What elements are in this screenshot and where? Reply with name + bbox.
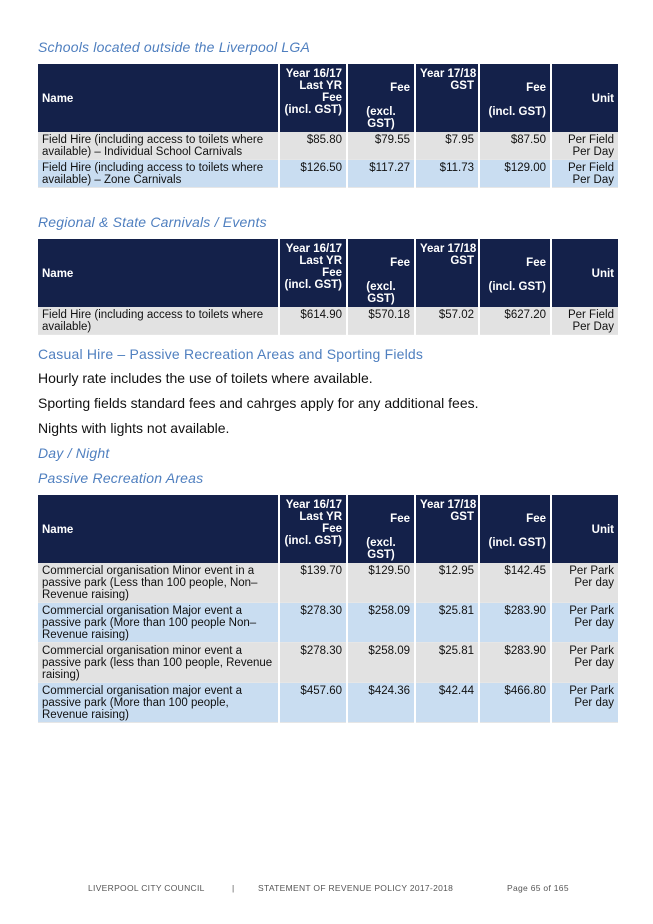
table-passive-container [38, 495, 620, 723]
fee-excl-header-line-2: (excl. [366, 537, 396, 549]
col-header-last-year-fee [280, 64, 346, 132]
footer-doc-title: STATEMENT OF REVENUE POLICY 2017-2018 [258, 883, 454, 893]
table-row [38, 683, 618, 723]
table-row [38, 603, 618, 643]
fee-incl-header-line-2: (incl. GST) [488, 537, 546, 549]
header-row [38, 495, 618, 563]
cell-name: Commercial organisation Major event a passive park (More than 100 people Non–Revenue raising) [38, 603, 278, 643]
cell-fee-excl-gst: $129.50 [348, 563, 414, 603]
last-year-header-line-4: (incl. GST) [284, 279, 342, 291]
table-row [38, 132, 618, 160]
last-year-header-line-2: Last YR [299, 255, 342, 267]
cell-fee-excl-gst: $258.09 [348, 603, 414, 643]
table-body [38, 132, 618, 188]
cell-gst: $25.81 [416, 603, 478, 643]
fee-excl-header-line-1: Fee [390, 257, 410, 269]
paragraph-hourly-rate: Hourly rate includes the use of toilets where available. [38, 370, 373, 386]
cell-fee-excl-gst: $570.18 [348, 307, 414, 335]
section-title-day-night: Day / Night [38, 445, 110, 461]
last-year-header-line-3: Fee [322, 267, 342, 279]
year-current-header: Year 17/18 [420, 499, 477, 511]
gst-header-label: GST [450, 511, 474, 523]
cell-last-year-fee: $278.30 [280, 643, 346, 683]
cell-unit: Per Park Per day [552, 603, 618, 643]
table-row [38, 643, 618, 683]
cell-fee-incl-gst: $627.20 [480, 307, 550, 335]
table-body [38, 307, 618, 335]
col-header-fee-incl-gst [480, 239, 550, 307]
cell-fee-excl-gst: $117.27 [348, 160, 414, 188]
col-header-gst [416, 495, 478, 563]
fee-table-schools [36, 64, 620, 188]
col-header-fee-excl-gst [348, 495, 414, 563]
col-header-unit: Unit [552, 495, 618, 563]
fee-excl-header-line-1: Fee [390, 513, 410, 525]
fee-excl-header-line-2: (excl. [366, 106, 396, 118]
table-header [38, 495, 618, 563]
table-row [38, 563, 618, 603]
col-header-fee-incl-gst [480, 64, 550, 132]
cell-gst: $42.44 [416, 683, 478, 723]
cell-gst: $7.95 [416, 132, 478, 160]
cell-unit: Per Field Per Day [552, 307, 618, 335]
header-spacer [484, 243, 546, 257]
col-header-unit: Unit [552, 64, 618, 132]
cell-fee-incl-gst: $283.90 [480, 603, 550, 643]
last-year-header-line-3: Fee [322, 523, 342, 535]
table-header [38, 239, 618, 307]
header-spacer [484, 499, 546, 513]
fee-incl-header-line-2: (incl. GST) [488, 281, 546, 293]
cell-name: Commercial organisation Minor event in a passive park (Less than 100 people, Non–Revenue raising) [38, 563, 278, 603]
header-spacer [352, 499, 410, 513]
cell-gst: $57.02 [416, 307, 478, 335]
cell-fee-excl-gst: $258.09 [348, 643, 414, 683]
fee-excl-header-line-3: GST) [367, 549, 395, 561]
fee-table-regional [36, 239, 620, 335]
col-header-last-year-fee [280, 239, 346, 307]
cell-gst: $25.81 [416, 643, 478, 683]
cell-fee-excl-gst: $424.36 [348, 683, 414, 723]
col-header-name: Name [38, 239, 278, 307]
col-header-gst [416, 64, 478, 132]
fee-incl-header-line-2: (incl. GST) [488, 106, 546, 118]
year-current-header: Year 17/18 [420, 68, 477, 80]
header-spacer [352, 68, 410, 82]
cell-name: Commercial organisation minor event a passive park (less than 100 people, Revenue raising) [38, 643, 278, 683]
cell-name: Field Hire (including access to toilets where available) – Zone Carnivals [38, 160, 278, 188]
fee-excl-header-line-3: GST) [367, 293, 395, 305]
cell-fee-incl-gst: $142.45 [480, 563, 550, 603]
cell-last-year-fee: $457.60 [280, 683, 346, 723]
footer-org: LIVERPOOL CITY COUNCIL [88, 883, 205, 893]
col-header-last-year-fee [280, 495, 346, 563]
last-year-header-line-4: (incl. GST) [284, 104, 342, 116]
cell-fee-incl-gst: $129.00 [480, 160, 550, 188]
table-regional-container [38, 239, 620, 335]
header-spacer [352, 243, 410, 257]
table-schools-container [38, 64, 620, 188]
fee-incl-header-line-1: Fee [526, 82, 546, 94]
section-title-schools: Schools located outside the Liverpool LGA [38, 39, 311, 55]
footer-page-number: Page 65 of 165 [507, 883, 569, 893]
cell-name: Commercial organisation major event a passive park (More than 100 people, Revenue raising) [38, 683, 278, 723]
table-row [38, 307, 618, 335]
header-spacer [484, 68, 546, 82]
last-year-header-line-2: Last YR [299, 511, 342, 523]
gst-header-label: GST [450, 255, 474, 267]
paragraph-nights: Nights with lights not available. [38, 420, 230, 436]
section-title-regional: Regional & State Carnivals / Events [38, 214, 267, 230]
last-year-header-line-1: Year 16/17 [285, 243, 342, 255]
fee-incl-header-line-1: Fee [526, 257, 546, 269]
table-header [38, 64, 618, 132]
header-row [38, 239, 618, 307]
cell-unit: Per Park Per day [552, 563, 618, 603]
col-header-fee-incl-gst [480, 495, 550, 563]
cell-last-year-fee: $85.80 [280, 132, 346, 160]
last-year-header-line-4: (incl. GST) [284, 535, 342, 547]
cell-last-year-fee: $139.70 [280, 563, 346, 603]
year-current-header: Year 17/18 [420, 243, 477, 255]
last-year-header-line-1: Year 16/17 [285, 499, 342, 511]
table-body [38, 563, 618, 723]
col-header-name: Name [38, 64, 278, 132]
cell-name: Field Hire (including access to toilets where available) [38, 307, 278, 335]
fee-excl-header-line-2: (excl. [366, 281, 396, 293]
col-header-unit: Unit [552, 239, 618, 307]
last-year-header-line-3: Fee [322, 92, 342, 104]
cell-last-year-fee: $278.30 [280, 603, 346, 643]
cell-fee-incl-gst: $87.50 [480, 132, 550, 160]
cell-name: Field Hire (including access to toilets where available) – Individual School Carnivals [38, 132, 278, 160]
fee-table-passive [36, 495, 620, 723]
section-title-casual-hire: Casual Hire – Passive Recreation Areas and Sporting Fields [38, 346, 424, 362]
table-row [38, 160, 618, 188]
cell-last-year-fee: $614.90 [280, 307, 346, 335]
cell-last-year-fee: $126.50 [280, 160, 346, 188]
cell-fee-excl-gst: $79.55 [348, 132, 414, 160]
cell-gst: $11.73 [416, 160, 478, 188]
header-row [38, 64, 618, 132]
fee-excl-header-line-1: Fee [390, 82, 410, 94]
paragraph-sporting-fields: Sporting fields standard fees and cahrges apply for any additional fees. [38, 395, 479, 411]
cell-unit: Per Field Per Day [552, 160, 618, 188]
fee-excl-header-line-3: GST) [367, 118, 395, 130]
col-header-fee-excl-gst [348, 64, 414, 132]
last-year-header-line-2: Last YR [299, 80, 342, 92]
footer-separator: | [232, 883, 235, 893]
cell-unit: Per Park Per day [552, 683, 618, 723]
col-header-gst [416, 239, 478, 307]
last-year-header-line-1: Year 16/17 [285, 68, 342, 80]
cell-gst: $12.95 [416, 563, 478, 603]
gst-header-label: GST [450, 80, 474, 92]
col-header-name: Name [38, 495, 278, 563]
cell-unit: Per Park Per day [552, 643, 618, 683]
cell-fee-incl-gst: $283.90 [480, 643, 550, 683]
cell-unit: Per Field Per Day [552, 132, 618, 160]
fee-incl-header-line-1: Fee [526, 513, 546, 525]
cell-fee-incl-gst: $466.80 [480, 683, 550, 723]
col-header-fee-excl-gst [348, 239, 414, 307]
section-title-passive: Passive Recreation Areas [38, 470, 204, 486]
